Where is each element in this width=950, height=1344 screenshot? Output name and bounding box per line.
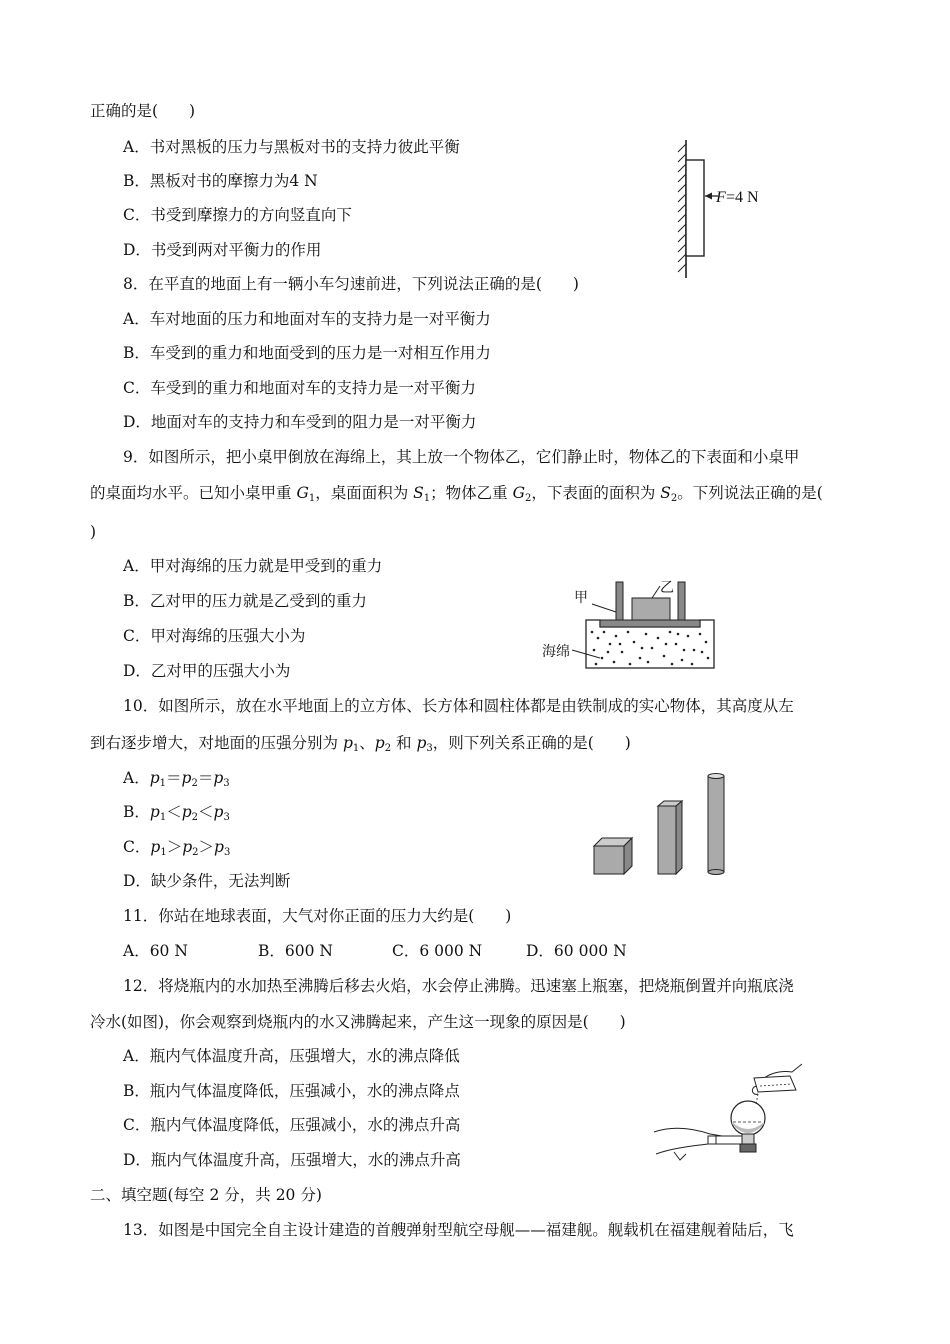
q10-option-d: D．缺少条件，无法判断 (123, 872, 291, 890)
q12-option-d: D．瓶内气体温度升高，压强增大，水的沸点升高 (123, 1151, 461, 1169)
q8-option-d: D．地面对车的支持力和车受到的阻力是一对平衡力 (123, 413, 477, 431)
q9-table-sponge-figure (532, 572, 717, 672)
q10-stem-line1: 10．如图所示，放在水平地面上的立方体、长方体和圆柱体都是由铁制成的实心物体，其高度从左 (123, 697, 794, 715)
q7-option-c: C．书受到摩擦力的方向竖直向下 (123, 206, 352, 224)
q10-option-a: A．$p_1=p_2=p_3$ (123, 769, 230, 789)
book-rect (686, 160, 704, 256)
cylinder (708, 774, 724, 875)
label-yi: 乙 (660, 580, 674, 596)
q13-stem-line1: 13．如图是中国完全自主设计建造的首艘弹射型航空母舰——福建舰。舰载机在福建舰着陆后，飞 (123, 1221, 794, 1239)
q12-flask-figure (652, 1056, 812, 1168)
q9-stem-line2: 的桌面均水平。已知小桌甲重 $G_1$，桌面面积为 $S_1$；物体乙重 $G_2$，下表面的面积为 $S_2$。下列说法正确的是( (90, 484, 823, 504)
q11-option-a: A．60 N (123, 942, 188, 960)
q10-stem-line2: 到右逐步增大，对地面的压强分别为 $p_1$、$p_2$ 和 $p_3$，则下列关系正确的是( ) (90, 734, 631, 754)
table-top (600, 620, 700, 627)
label-jia: 甲 (574, 590, 588, 606)
force-label-value: =4 N (726, 189, 759, 206)
q8-stem: 8．在平直的地面上有一辆小车匀速前进，下列说法正确的是( ) (123, 275, 579, 293)
q11-option-b: B．600 N (258, 942, 333, 960)
table-leg-right (678, 582, 685, 620)
q12-stem-line2: 冷水(如图)，你会观察到烧瓶内的水又沸腾起来，产生这一现象的原因是( ) (90, 1013, 626, 1031)
q9-option-c: C．甲对海绵的压强大小为 (123, 627, 306, 645)
q9-option-d: D．乙对甲的压强大小为 (123, 662, 291, 680)
force-label-f: F (716, 189, 726, 206)
q11-stem: 11．你站在地球表面，大气对你正面的压力大约是( ) (123, 907, 512, 925)
cube (594, 838, 632, 874)
q7-stem-tail: 正确的是( ) (90, 102, 196, 120)
q8-option-a: A．车对地面的压力和地面对车的支持力是一对平衡力 (123, 310, 491, 328)
q7-option-b: B．黑板对书的摩擦力为4 N (123, 172, 318, 190)
section2-heading: 二、填空题(每空 2 分，共 20 分) (90, 1186, 322, 1204)
q8-option-c: C．车受到的重力和地面对车的支持力是一对平衡力 (123, 379, 476, 397)
q9-option-a: A．甲对海绵的压力就是甲受到的重力 (123, 557, 383, 575)
q9-stem-line1: 9．如图所示，把小桌甲倒放在海绵上，其上放一个物体乙，它们静止时，物体乙的下表面和小桌甲 (123, 448, 800, 466)
q10-option-b: B．$p_1<p_2<p_3$ (123, 803, 230, 823)
q12-stem-line1: 12．将烧瓶内的水加热至沸腾后移去火焰，水会停止沸腾。迅速塞上瓶塞，把烧瓶倒置并向瓶底浇 (123, 977, 794, 995)
q7-option-d: D．书受到两对平衡力的作用 (123, 241, 322, 259)
q12-option-b: B．瓶内气体温度降低，压强减小，水的沸点降点 (123, 1082, 460, 1100)
q11-option-c: C．6 000 N (392, 942, 483, 960)
q11-option-d: D．60 000 N (526, 942, 627, 960)
table-leg-left (616, 582, 623, 620)
force-arrow-icon (705, 193, 712, 200)
stopper (740, 1144, 756, 1152)
flask-neck (742, 1134, 754, 1144)
q9-stem-line3: ) (90, 523, 97, 541)
q7-option-a: A．书对黑板的压力与黑板对书的支持力彼此平衡 (123, 138, 460, 156)
clamp-arm (716, 1136, 742, 1144)
q10-solids-figure (588, 768, 738, 878)
cuboid (658, 801, 682, 874)
object-yi (632, 598, 670, 620)
q7-blackboard-figure (668, 138, 778, 280)
q12-option-a: A．瓶内气体温度升高，压强增大，水的沸点降低 (123, 1047, 460, 1065)
q12-option-c: C．瓶内气体温度降低，压强减小，水的沸点升高 (123, 1116, 461, 1134)
q9-option-b: B．乙对甲的压力就是乙受到的重力 (123, 592, 367, 610)
q10-option-c: C．$p_1>p_2>p_3$ (123, 838, 231, 858)
q8-option-b: B．车受到的重力和地面受到的压力是一对相互作用力 (123, 344, 491, 362)
label-sponge: 海绵 (542, 644, 570, 660)
